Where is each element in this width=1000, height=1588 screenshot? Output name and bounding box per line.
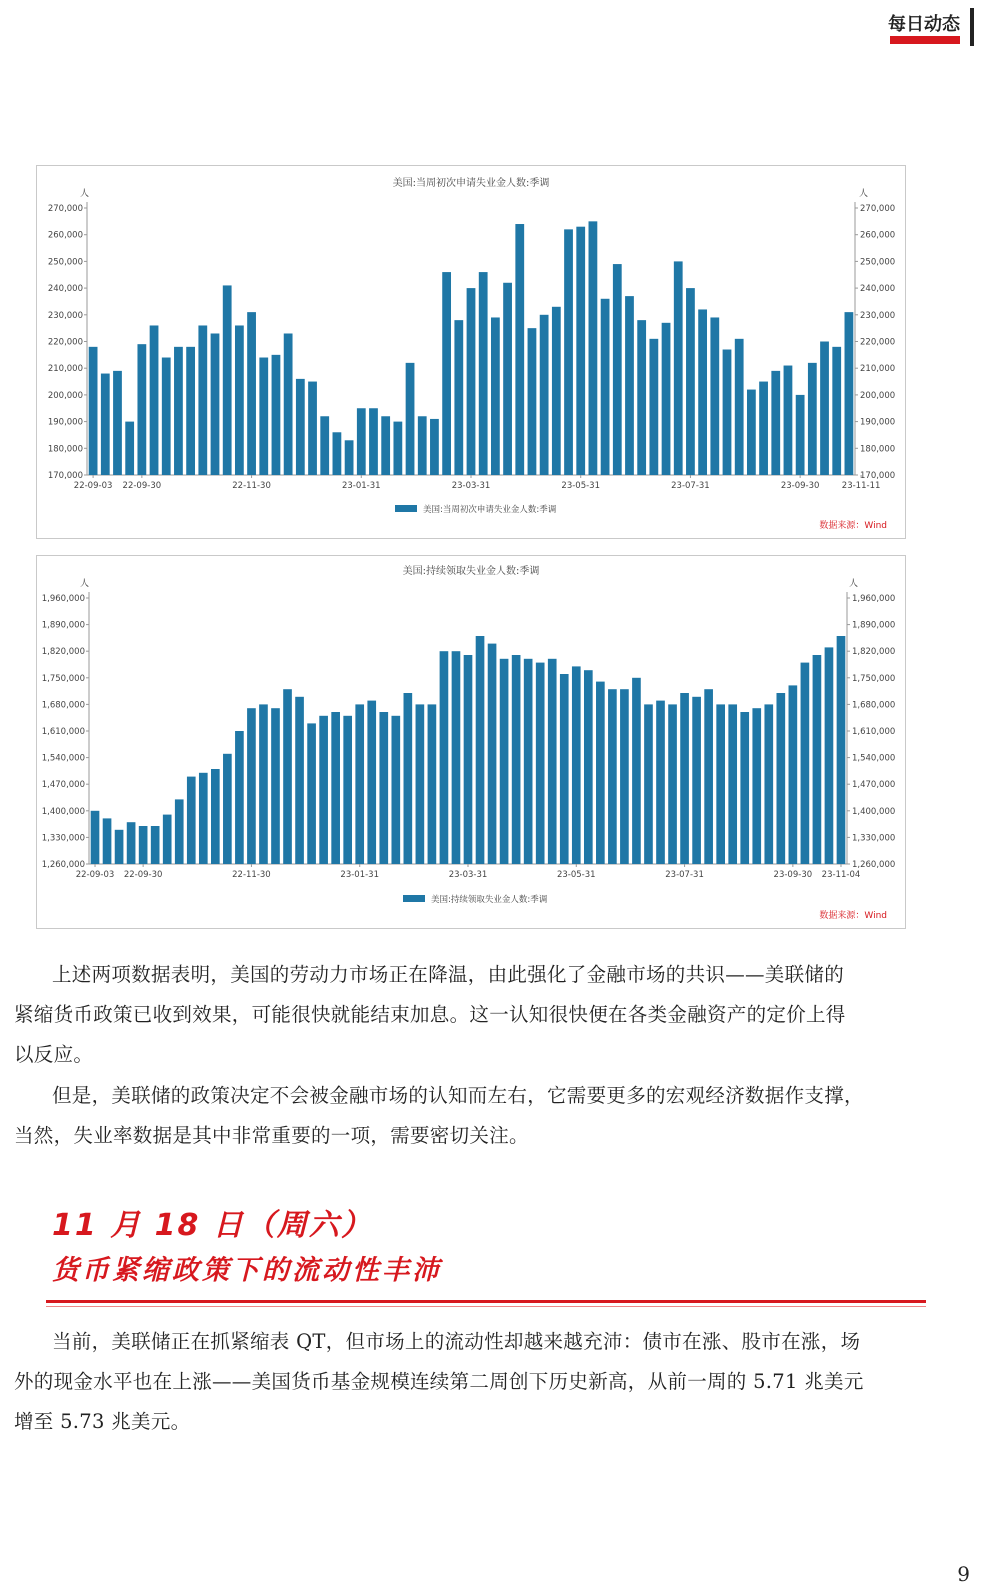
x-tick-label: 22-09-03 [73, 481, 113, 491]
bar [440, 651, 449, 864]
bar [564, 229, 573, 475]
y-tick-label-left: 1,470,000 [41, 780, 85, 791]
bar [716, 704, 725, 864]
x-tick-label: 23-03-31 [451, 481, 491, 491]
y-tick-label-right: 170,000 [860, 471, 896, 481]
bar [271, 708, 280, 864]
bar [656, 701, 665, 864]
bar [608, 689, 617, 864]
bar [381, 416, 390, 475]
y-tick-label-left: 1,820,000 [41, 647, 85, 658]
bar [649, 339, 658, 475]
bar [125, 422, 134, 475]
bar [307, 723, 316, 864]
legend-label: 美国:持续领取失业金人数:季调 [431, 895, 548, 905]
y-tick-label-left: 1,400,000 [41, 806, 85, 817]
bar [759, 382, 768, 475]
y-tick-label-left: 180,000 [47, 444, 83, 455]
y-tick-label-right: 240,000 [860, 284, 896, 295]
bar [752, 708, 761, 864]
y-tick-label-left: 1,960,000 [41, 594, 85, 604]
bar [199, 773, 208, 864]
x-tick-label: 23-11-04 [821, 870, 861, 880]
bar [589, 221, 598, 475]
bar [584, 670, 593, 864]
bar [662, 323, 671, 475]
paragraph-line: 增至 5.73 兆美元。 [14, 1410, 191, 1433]
bar [512, 655, 521, 864]
bar [331, 712, 340, 864]
y-tick-label-left: 1,750,000 [41, 673, 85, 684]
y-tick-label-left: 1,680,000 [41, 700, 85, 711]
y-tick-label-right: 1,960,000 [852, 594, 896, 604]
y-tick-label-left: 260,000 [47, 230, 83, 241]
bar [355, 704, 364, 864]
y-tick-label-right: 1,750,000 [852, 673, 896, 684]
plot-area [42, 592, 896, 880]
y-tick-label-left: 170,000 [47, 471, 83, 481]
y-tick-label-right: 1,400,000 [852, 806, 896, 817]
y-tick-label-right: 220,000 [860, 337, 896, 348]
bar [467, 288, 476, 475]
bar [163, 815, 172, 864]
bar [845, 312, 854, 475]
chart-continuing-claims [36, 555, 906, 929]
chart-title: 美国:当周初次申请失业金人数:季调 [392, 178, 550, 189]
y-tick-label-left: 270,000 [47, 204, 83, 214]
bar [406, 363, 415, 475]
bar [428, 704, 437, 864]
bar [572, 666, 581, 864]
bar [272, 355, 281, 475]
bar [776, 693, 785, 864]
chart-initial-claims [36, 165, 906, 539]
bar [452, 651, 461, 864]
bar [735, 339, 744, 475]
bar [637, 320, 646, 475]
bar [552, 307, 561, 475]
y-unit-right: 人 [849, 579, 859, 589]
section-date: 11 月 18 日（周六） [52, 1208, 373, 1243]
bar [668, 704, 677, 864]
bar [198, 325, 207, 475]
bar [528, 328, 537, 475]
y-tick-label-right: 270,000 [860, 204, 896, 214]
y-tick-label-left: 1,330,000 [41, 833, 85, 844]
bar [211, 769, 220, 864]
page-number: 9 [957, 1562, 970, 1586]
y-tick-label-right: 210,000 [860, 364, 896, 375]
bar [369, 408, 378, 475]
paragraph-line: 上述两项数据表明，美国的劳动力市场正在降温，由此强化了金融市场的共识——美联储的 [52, 963, 845, 986]
bar [247, 312, 256, 475]
bar [536, 663, 545, 864]
bar [357, 408, 366, 475]
x-tick-label: 23-09-30 [780, 481, 820, 491]
bar [345, 440, 354, 475]
bar [808, 363, 817, 475]
bar [686, 288, 695, 475]
section-title: 货币紧缩政策下的流动性丰沛 [52, 1255, 442, 1286]
y-tick-label-left: 1,260,000 [41, 860, 85, 870]
y-tick-label-left: 230,000 [47, 310, 83, 321]
bar [379, 712, 388, 864]
bar [308, 382, 317, 475]
bar [784, 366, 793, 475]
bar [284, 333, 293, 475]
bar [479, 272, 488, 475]
y-unit-left: 人 [79, 189, 89, 199]
bar [175, 799, 184, 864]
header-bar [970, 8, 974, 46]
bar [515, 224, 524, 475]
x-tick-label: 23-01-31 [341, 481, 381, 491]
bar [832, 347, 841, 475]
paragraph-1 [14, 955, 944, 1075]
bar [416, 704, 425, 864]
x-tick-label: 23-09-30 [773, 870, 813, 880]
x-tick-label: 23-01-31 [340, 870, 380, 880]
bar [801, 663, 810, 864]
bar [211, 333, 220, 475]
x-tick-label: 22-11-30 [232, 481, 271, 491]
bar [137, 344, 146, 475]
bar [825, 647, 834, 864]
bar [89, 347, 98, 475]
header-underline [890, 36, 960, 44]
y-tick-label-right: 1,610,000 [852, 727, 896, 737]
bar [576, 227, 585, 475]
x-tick-label: 23-07-31 [665, 870, 704, 880]
x-tick-label: 22-09-30 [123, 870, 163, 880]
chart-continuing-claims-svg [37, 556, 905, 928]
bar [418, 416, 427, 475]
bar [247, 708, 256, 864]
y-tick-label-right: 1,330,000 [852, 833, 896, 844]
bar [235, 325, 244, 475]
bar [139, 826, 148, 864]
bar [601, 299, 610, 475]
paragraph-line: 当前，美联储正在抓紧缩表 QT，但市场上的流动性却越来越充沛：债市在涨、股市在涨，场 [52, 1330, 861, 1353]
y-tick-label-left: 200,000 [47, 390, 83, 401]
bar [319, 716, 328, 864]
x-tick-label: 23-07-31 [671, 481, 710, 491]
bar [476, 636, 485, 864]
bar [223, 285, 232, 475]
bar [454, 320, 463, 475]
chart-title: 美国:持续领取失业金人数:季调 [402, 566, 540, 577]
y-tick-label-left: 220,000 [47, 337, 83, 348]
bar [728, 704, 737, 864]
y-tick-label-left: 1,610,000 [41, 727, 85, 737]
bar [488, 644, 497, 864]
bar [186, 347, 195, 475]
bar [333, 432, 342, 475]
section-divider [46, 1300, 926, 1303]
bar [747, 390, 756, 475]
bar [187, 777, 196, 864]
bar [596, 682, 605, 864]
paragraph-line: 紧缩货币政策已收到效果，可能很快就能结束加息。这一认知很快便在各类金融资产的定价上得 [14, 1003, 846, 1026]
bar [524, 659, 533, 864]
chart-initial-claims-svg [37, 166, 905, 538]
y-tick-label-right: 250,000 [860, 257, 896, 268]
y-tick-label-right: 1,890,000 [852, 620, 896, 631]
bar [283, 689, 292, 864]
bar [464, 655, 473, 864]
section-divider-thin [46, 1306, 926, 1307]
bar [113, 371, 122, 475]
legend-swatch [395, 505, 417, 512]
bar [259, 358, 268, 475]
bar [295, 697, 304, 864]
y-tick-label-right: 230,000 [860, 310, 896, 321]
bar [503, 283, 512, 475]
bar [343, 716, 352, 864]
data-source: 数据来源：Wind [819, 911, 887, 921]
y-tick-label-left: 240,000 [47, 284, 83, 295]
bar [103, 818, 112, 864]
bar [820, 342, 829, 476]
bar [162, 358, 171, 475]
y-tick-label-left: 1,540,000 [41, 753, 85, 764]
bar [500, 659, 509, 864]
paragraph-2 [14, 1076, 944, 1156]
paragraph-line: 当然，失业率数据是其中非常重要的一项，需要密切关注。 [14, 1124, 529, 1147]
bar [442, 272, 451, 475]
bar [680, 693, 689, 864]
x-tick-label: 22-09-30 [122, 481, 162, 491]
bar [393, 422, 402, 475]
y-tick-label-right: 1,680,000 [852, 700, 896, 711]
page-header [858, 8, 978, 48]
x-tick-label: 22-11-30 [232, 870, 271, 880]
x-tick-label: 23-05-31 [556, 870, 596, 880]
bar [91, 811, 100, 864]
y-tick-label-left: 250,000 [47, 257, 83, 268]
y-unit-right: 人 [859, 189, 869, 199]
legend-label: 美国:当周初次申请失业金人数:季调 [423, 505, 557, 515]
x-tick-label: 23-03-31 [448, 870, 488, 880]
bar [391, 716, 400, 864]
y-tick-label-right: 190,000 [860, 417, 896, 428]
y-tick-label-right: 1,260,000 [852, 860, 896, 870]
paragraph-line: 以反应。 [14, 1043, 94, 1066]
bar [710, 317, 719, 475]
bar [540, 315, 549, 475]
bar [404, 693, 413, 864]
bar [796, 395, 805, 475]
y-tick-label-right: 1,470,000 [852, 780, 896, 791]
y-tick-label-right: 1,820,000 [852, 647, 896, 658]
bar [430, 419, 439, 475]
bar [259, 704, 268, 864]
bar [813, 655, 822, 864]
bar [789, 685, 798, 864]
bar [625, 296, 634, 475]
header-title: 每日动态 [888, 14, 960, 35]
y-unit-left: 人 [79, 579, 89, 589]
y-tick-label-left: 190,000 [47, 417, 83, 428]
bar [613, 264, 622, 475]
bar [320, 416, 329, 475]
bar [127, 822, 136, 864]
x-tick-label: 23-05-31 [561, 481, 601, 491]
bar [723, 350, 732, 475]
bar [644, 704, 653, 864]
bar [620, 689, 629, 864]
bar [150, 325, 159, 475]
plot-area [48, 202, 895, 491]
x-tick-label: 22-09-03 [75, 870, 115, 880]
paragraph-line: 但是，美联储的政策决定不会被金融市场的认知而左右，它需要更多的宏观经济数据作支撑， [52, 1084, 864, 1107]
bar [560, 674, 569, 864]
bar [764, 704, 773, 864]
bar [704, 689, 713, 864]
bar [223, 754, 232, 864]
bar [740, 712, 749, 864]
y-tick-label-left: 1,890,000 [41, 620, 85, 631]
x-tick-label: 23-11-11 [841, 481, 881, 491]
bar [174, 347, 183, 475]
y-tick-label-right: 260,000 [860, 230, 896, 241]
paragraph-line: 外的现金水平也在上涨——美国货币基金规模连续第二周创下历史新高，从前一周的 5.71 兆美元 [14, 1370, 864, 1393]
bar [548, 659, 557, 864]
bar [367, 701, 376, 864]
y-tick-label-right: 1,540,000 [852, 753, 896, 764]
bar [101, 374, 110, 475]
bar [235, 731, 244, 864]
y-tick-label-left: 210,000 [47, 364, 83, 375]
y-tick-label-right: 180,000 [860, 444, 896, 455]
bar [771, 371, 780, 475]
legend-swatch [403, 895, 425, 902]
bar [115, 830, 124, 864]
y-tick-label-right: 200,000 [860, 390, 896, 401]
bar [296, 379, 305, 475]
bar [632, 678, 641, 864]
bar [698, 309, 707, 475]
paragraph-3 [14, 1322, 944, 1442]
bar [692, 697, 701, 864]
bar [151, 826, 160, 864]
data-source: 数据来源：Wind [819, 521, 887, 531]
bar [491, 317, 500, 475]
bar [674, 261, 683, 475]
bar [837, 636, 846, 864]
